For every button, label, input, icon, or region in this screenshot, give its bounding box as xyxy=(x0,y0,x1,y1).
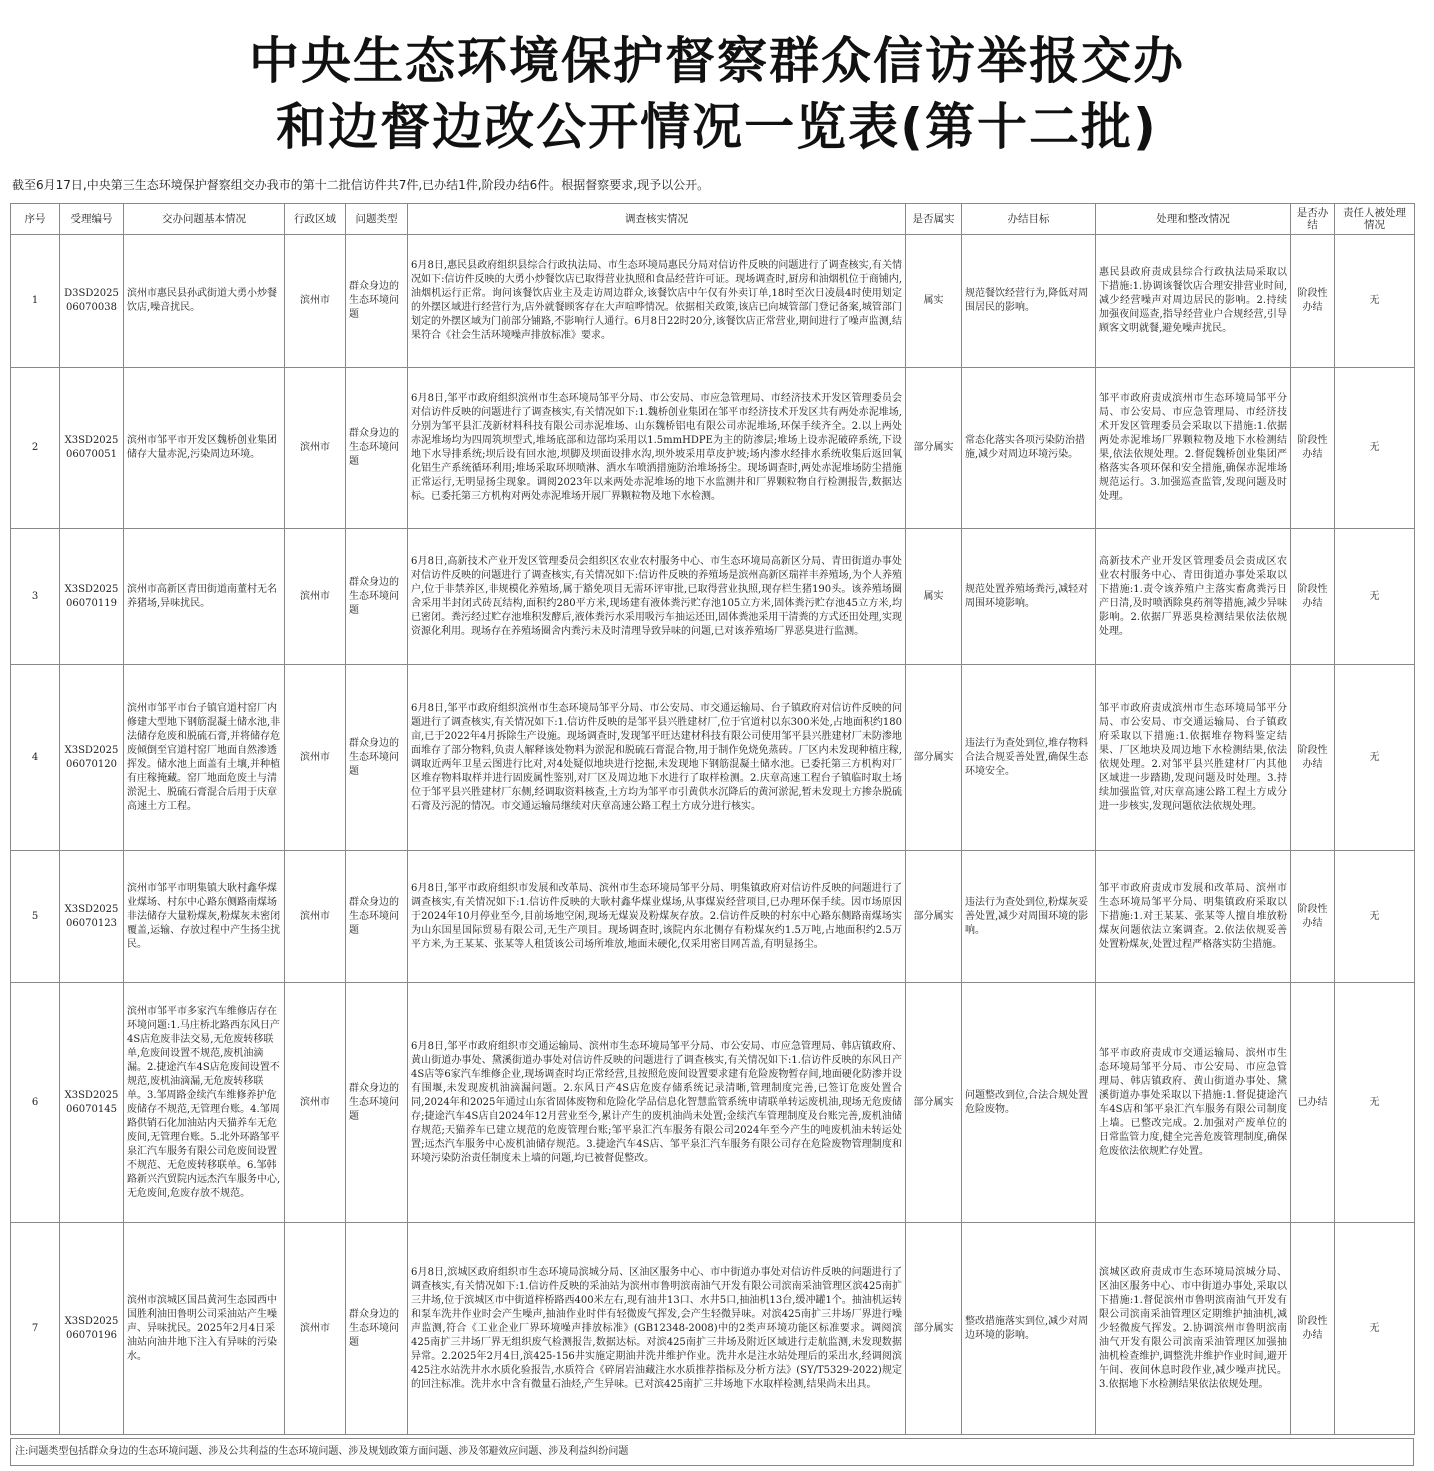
row-person: 无 xyxy=(1335,368,1415,529)
row-basic: 滨州市滨城区国昌黄河生态园西中国胜利油田鲁明公司采油站产生噪声、异味扰民。2025年2月4日采油站向油井地下注入有异味的污染水。 xyxy=(124,1223,285,1435)
row-person: 无 xyxy=(1335,851,1415,983)
table-row xyxy=(11,851,1415,983)
page-title-line1: 中央生态环境保护督察群众信访举报交办 xyxy=(249,32,1185,90)
row-goal: 规范餐饮经营行为,降低对周围居民的影响。 xyxy=(962,235,1096,368)
row-investigation: 6月8日,邹平市政府组织市发展和改革局、滨州市生态环境局邹平分局、明集镇政府对信访件反映的问题进行了调查核实,有关情况如下:1.信访件反映的大耿村鑫华煤业煤场,从事煤炭经营项目,已办理环保手续。因市场原因于2024年10月停业至今,目前场地空闲,现场无煤炭及粉煤灰存放。2.信访件反映的村东中心路东侧路南煤场实为山东国星国际贸易有限公司,无生产项目。现场调查时,该院内东北侧存有粉煤灰约1.5万吨,占地面积约2.5万平方米,为王某某、张某等人租赁该公司场所堆放,地面未硬化,仅采用密目网苫盖,有明显扬尘。 xyxy=(408,851,906,983)
row-true-status: 部分属实 xyxy=(906,368,962,529)
header-region: 行政区域 xyxy=(285,204,346,235)
row-basic: 滨州市邹平市多家汽车维修店存在环境问题:1.马庄桥北路西东风日产4S店危废非法交易,无危废转移联单,危废间设置不规范,废机油滴漏。2.捷途汽车4S店危废间设置不规范,废机油滴漏,无危废转移联单。3.邹周路金续汽车维修养护危废储存不规范,无管理台账。4.邹周路供销石化加油站内天猫养车无危废间,无管理台账。5.北外环路邹平泉汇汽车服务有限公司危废间设置不规范、无危废转移联单。6.邹韩路新兴汽贸院内远杰汽车服务中心,无危废间,危废存放不规范。 xyxy=(124,983,285,1223)
row-investigation: 6月8日,滨城区政府组织市生态环境局滨城分局、区油区服务中心、市中街道办事处对信访件反映的问题进行了调查核实,有关情况如下:1.信访件反映的采油站为滨州市鲁明滨南油气开发有限公司滨南采油管理区滨425南扩三井场,位于滨城区市中街道梓桥路西400米左右,现有油井13口、水井5口,抽油机13台,缓冲罐1个。抽油机运转和泵车洗井作业时会产生噪声,抽油作业时伴有轻微废气挥发,会产生轻微异味。对滨425南扩三井场厂界进行噪声监测,符合《工业企业厂界环境噪声排放标准》(GB12348-2008)中的2类声环境功能区标准要求。调阅滨425南扩三井场厂界无组织废气检测报告,数据达标。对滨425南扩三井场及附近区域进行走航监测,未发现数据异常。2.2025年2月4日,滨425-156井实施定期油井洗井维护作业。洗井水是注水站处理后的采出水,经调阅滨425注水站洗井水水质化验报告,水质符合《碎屑岩油藏注水水质推荐指标及分析方法》(SY/T5329-2022)规定的回注标准。洗井水中含有微量石油烃,产生异味。已对滨425南扩三井场地下水取样检测,结果尚未出具。 xyxy=(408,1223,906,1435)
row-true-status: 部分属实 xyxy=(906,665,962,851)
row-done: 阶段性办结 xyxy=(1291,1223,1335,1435)
table-row xyxy=(11,665,1415,851)
row-investigation: 6月8日,邹平市政府组织滨州市生态环境局邹平分局、市公安局、市应急管理局、市经济技术开发区管理委员会对信访件反映的问题进行了调查核实,有关情况如下:1.魏桥创业集团在邹平市经济技术开发区共有两处赤泥堆场,分别为邹平县汇茂新材料科技有限公司赤泥堆场、山东魏桥铝电有限公司赤泥堆场,环保手续齐全。2.以上两处赤泥堆场均为四周筑坝型式,堆场底部和边部均采用以1.5mmHDPE为主的防渗层;堆场上设赤泥破碎系统,下设地下水导排系统;坝后设有回水池,坝脚及坝面设排水沟,坝外坡采用草皮护坡;场内渗水经排水系统收集后返回氧化铝生产系统循环利用;堆场采取环坝喷淋、洒水车喷洒措施防治堆场扬尘。现场调查时,两处赤泥堆场防尘措施正常运行,无明显扬尘现象。调阅2023年以来两处赤泥堆场的地下水监测井和厂界颗粒物自行检测报告,数据达标。已委托第三方机构对两处赤泥堆场开展厂界颗粒物及地下水检测。 xyxy=(408,368,906,529)
row-person: 无 xyxy=(1335,529,1415,665)
row-person: 无 xyxy=(1335,235,1415,368)
table-row xyxy=(11,235,1415,368)
row-no: 1 xyxy=(11,235,60,368)
row-goal: 规范处置养殖场粪污,减轻对周围环境影响。 xyxy=(962,529,1096,665)
row-region: 滨州市 xyxy=(285,851,346,983)
row-basic: 滨州市邹平市开发区魏桥创业集团储存大量赤泥,污染周边环境。 xyxy=(124,368,285,529)
table-header-row xyxy=(11,204,1415,235)
row-person: 无 xyxy=(1335,983,1415,1223)
row-region: 滨州市 xyxy=(285,235,346,368)
row-done: 阶段性办结 xyxy=(1291,368,1335,529)
header-done: 是否办结 xyxy=(1291,204,1335,235)
row-code: D3SD2025 06070038 xyxy=(60,235,124,368)
footnote: 注:问题类型包括群众身边的生态环境问题、涉及公共利益的生态环境问题、涉及规划政策方面问题、涉及邻避效应问题、涉及利益纠纷问题 xyxy=(10,1438,1414,1466)
table-row xyxy=(11,983,1415,1223)
row-goal: 整改措施落实到位,减少对周边环境的影响。 xyxy=(962,1223,1096,1435)
row-type: 群众身边的生态环境问题 xyxy=(346,983,408,1223)
row-basic: 滨州市邹平市明集镇大耿村鑫华煤业煤场、村东中心路东侧路南煤场非法储存大量粉煤灰,粉煤灰未密闭覆盖,运输、存放过程中产生扬尘扰民。 xyxy=(124,851,285,983)
row-true-status: 部分属实 xyxy=(906,851,962,983)
row-done: 阶段性办结 xyxy=(1291,851,1335,983)
row-region: 滨州市 xyxy=(285,529,346,665)
row-no: 5 xyxy=(11,851,60,983)
row-no: 2 xyxy=(11,368,60,529)
row-handling: 惠民县政府责成县综合行政执法局采取以下措施:1.协调该餐饮店合理安排营业时间,减少经营噪声对周边居民的影响。2.持续加强夜间巡查,指导经营业户合规经营,引导顾客文明就餐,避免噪声扰民。 xyxy=(1096,235,1291,368)
row-goal: 违法行为查处到位,粉煤灰妥善处置,减少对周围环境的影响。 xyxy=(962,851,1096,983)
row-person: 无 xyxy=(1335,1223,1415,1435)
row-code: X3SD2025 06070145 xyxy=(60,983,124,1223)
page-title-line2: 和边督边改公开情况一览表(第十二批) xyxy=(276,98,1158,156)
header-goal: 办结目标 xyxy=(962,204,1096,235)
header-handling: 处理和整改情况 xyxy=(1096,204,1291,235)
row-investigation: 6月8日,高新技术产业开发区管理委员会组织区农业农村服务中心、市生态环境局高新区分局、青田街道办事处对信访件反映的问题进行了调查核实,有关情况如下:信访件反映的养殖场是滨州高新区瑞祥丰养殖场,为个人养殖户,位于非禁养区,非规模化养殖场,属于豁免项目无需环评审批,已取得营业执照,现存栏生猪190头。该养殖场圈舍采用半封闭式砖瓦结构,面积约280平方米,现场建有液体粪污贮存池105立方米,固体粪污贮存池45立方米,均已密闭。粪污经过贮存池堆积发酵后,液体粪污水采用吸污车抽运还田,固体粪池采用干清粪的方式还田处理,实现资源化利用。现场存在养殖场圈舍内粪污未及时清理导致异味的问题,已对该养殖场厂界恶臭进行监测。 xyxy=(408,529,906,665)
row-done: 阶段性办结 xyxy=(1291,529,1335,665)
header-code: 受理编号 xyxy=(60,204,124,235)
row-no: 7 xyxy=(11,1223,60,1435)
row-region: 滨州市 xyxy=(285,368,346,529)
row-type: 群众身边的生态环境问题 xyxy=(346,235,408,368)
row-true-status: 部分属实 xyxy=(906,1223,962,1435)
row-type: 群众身边的生态环境问题 xyxy=(346,529,408,665)
row-region: 滨州市 xyxy=(285,1223,346,1435)
row-type: 群众身边的生态环境问题 xyxy=(346,665,408,851)
row-no: 4 xyxy=(11,665,60,851)
row-basic: 滨州市惠民县孙武街道大勇小炒餐饮店,噪音扰民。 xyxy=(124,235,285,368)
row-handling: 高新技术产业开发区管理委员会责成区农业农村服务中心、青田街道办事处采取以下措施:1.责令该养殖户主落实畜禽粪污日产日清,及时喷洒除臭药剂等措施,减少异味影响。2.依据厂界恶臭检测结果依法依规处理。 xyxy=(1096,529,1291,665)
header-true-status: 是否属实 xyxy=(906,204,962,235)
row-true-status: 属实 xyxy=(906,235,962,368)
table-row xyxy=(11,1223,1415,1435)
row-code: X3SD2025 06070123 xyxy=(60,851,124,983)
row-basic: 滨州市高新区青田街道南董村无名养猪场,异味扰民。 xyxy=(124,529,285,665)
row-region: 滨州市 xyxy=(285,665,346,851)
header-person: 责任人被处理情况 xyxy=(1335,204,1415,235)
row-handling: 邹平市政府责成滨州市生态环境局邹平分局、市公安局、市应急管理局、市经济技术开发区管理委员会采取以下措施:1.依据两处赤泥堆场厂界颗粒物及地下水检测结果,依法依规处理。2.督促魏桥创业集团严格落实各项环保和安全措施,确保赤泥堆场规范运行。3.加强巡查监管,发现问题及时处理。 xyxy=(1096,368,1291,529)
row-investigation: 6月8日,邹平市政府组织滨州市生态环境局邹平分局、市公安局、市交通运输局、台子镇政府对信访件反映的问题进行了调查核实,有关情况如下:1.信访件反映的是邹平县兴胜建材厂,位于官道村以东300米处,占地面积约180亩,已于2022年4月拆除生产设施。现场调查时,发现邹平旺达建材科技有限公司使用邹平县兴胜建材厂未防渗地面堆存了部分物料,负责人解释该处物料为淤泥和脱硫石膏混合物,用于制作免烧免蒸砖。厂区内未发现种植庄稼,调取近两年卫星云图进行比对,对4处疑似地块进行挖掘,未发现地下钢筋混凝土储水池。已委托第三方机构对厂区堆存物料取样并进行固废属性鉴别,对厂区及周边地下水进行了取样检测。2.庆章高速工程台子镇临时取土场位于邹平县兴胜建材厂东侧,经调取资料核查,土方均为邹平市引黄供水沉降后的黄河淤泥,暂未发现土方掺杂脱硫石膏及污泥的情况。市交通运输局继续对庆章高速公路工程土方成分进行核实。 xyxy=(408,665,906,851)
intro-text: 截至6月17日,中央第三生态环境保护督察组交办我市的第十二批信访件共7件,已办结1件,阶段办结6件。根据督察要求,现予以公开。 xyxy=(12,178,710,192)
row-person: 无 xyxy=(1335,665,1415,851)
row-handling: 邹平市政府责成滨州市生态环境局邹平分局、市公安局、市交通运输局、台子镇政府采取以下措施:1.依据堆存物料鉴定结果、厂区地块及周边地下水检测结果,依法依规处理。2.对邹平县兴胜建材厂内其他区域进一步踏勘,发现问题及时处理。3.持续加强监管,对庆章高速公路工程土方成分进一步核实,发现问题依法依规处理。 xyxy=(1096,665,1291,851)
row-done: 阶段性办结 xyxy=(1291,665,1335,851)
row-handling: 滨城区政府责成市生态环境局滨城分局、区油区服务中心、市中街道办事处,采取以下措施:1.督促滨州市鲁明滨南油气开发有限公司滨南采油管理区定期维护抽油机,减少轻微废气挥发。2.协调滨州市鲁明滨南油气开发有限公司滨南采油管理区加强抽油机检查维护,调整洗井维护作业时间,避开午间、夜间休息时段作业,减少噪声扰民。3.依据地下水检测结果依法依规处理。 xyxy=(1096,1223,1291,1435)
row-type: 群众身边的生态环境问题 xyxy=(346,851,408,983)
row-done: 已办结 xyxy=(1291,983,1335,1223)
row-no: 3 xyxy=(11,529,60,665)
row-code: X3SD2025 06070196 xyxy=(60,1223,124,1435)
row-investigation: 6月8日,惠民县政府组织县综合行政执法局、市生态环境局惠民分局对信访件反映的问题进行了调查核实,有关情况如下:信访件反映的大勇小炒餐饮店已取得营业执照和食品经营许可证。现场调查时,厨房和油烟机位于商铺内,油烟机运行正常。询问该餐饮店业主及走访周边群众,该餐饮店中午仅有外卖订单,18时至次日凌晨4时使用划定的外摆区域进行经营行为,店外就餐顾客存在大声喧哗情况。依据相关政策,该店已向城管部门登记备案,城管部门划定的外摆区域为门前部分铺路,不影响行人通行。6月8日22时20分,该餐饮店正常营业,期间进行了噪声监测,结果符合《社会生活环境噪声排放标准》要求。 xyxy=(408,235,906,368)
row-code: X3SD2025 06070120 xyxy=(60,665,124,851)
row-goal: 常态化落实各项污染防治措施,减少对周边环境污染。 xyxy=(962,368,1096,529)
row-code: X3SD2025 06070119 xyxy=(60,529,124,665)
row-type: 群众身边的生态环境问题 xyxy=(346,368,408,529)
row-type: 群众身边的生态环境问题 xyxy=(346,1223,408,1435)
header-type: 问题类型 xyxy=(346,204,408,235)
row-handling: 邹平市政府责成市交通运输局、滨州市生态环境局邹平分局、市公安局、市应急管理局、韩店镇政府、黄山街道办事处、黛溪街道办事处采取以下措施:1.督促捷途汽车4S店和邹平泉汇汽车服务有限公司制度上墙。已整改完成。2.加强对产废单位的日常监管力度,健全完善危废管理制度,确保危废依法依规贮存处置。 xyxy=(1096,983,1291,1223)
row-no: 6 xyxy=(11,983,60,1223)
row-investigation: 6月8日,邹平市政府组织市交通运输局、滨州市生态环境局邹平分局、市公安局、市应急管理局、韩店镇政府、黄山街道办事处、黛溪街道办事处对信访件反映的问题进行了调查核实,有关情况如下:1.信访件反映的东风日产4S店等6家汽车维修企业,现场调查时均正常经营,且按照危废间设置要求建有危险废物暂存间,地面硬化防渗并设有围堰,未发现废机油滴漏问题。2.东风日产4S店危废存储系统记录清晰,管理制度完善,已签订危废处置合同,2024年和2025年通过山东省固体废物和危险化学品信息化智慧监管系统申请联单转运废机油,现场无危废储存;捷途汽车4S店自2024年12月营业至今,累计产生的废机油尚未处置;金续汽车管理制度及台账完善,废机油储存规范;天猫养车已建立规范的危废管理台账;邹平泉汇汽车服务有限公司2024年至今产生的吨废机油未转运处置;远杰汽车服务中心废机油储存规范。3.捷途汽车4S店、邹平泉汇汽车服务有限公司存在危险废物管理制度和环境污染防治责任制度未上墙的问题,均已被督促整改。 xyxy=(408,983,906,1223)
row-region: 滨州市 xyxy=(285,983,346,1223)
table-row xyxy=(11,368,1415,529)
row-goal: 问题整改到位,合法合规处置危险废物。 xyxy=(962,983,1096,1223)
petition-table xyxy=(10,203,1415,1435)
row-handling: 邹平市政府责成市发展和改革局、滨州市生态环境局邹平分局、明集镇政府采取以下措施:1.对王某某、张某等人擅自堆放粉煤灰问题依法立案调查。2.依法依规妥善处置粉煤灰,处置过程严格落实防尘措施。 xyxy=(1096,851,1291,983)
header-investigation: 调查核实情况 xyxy=(408,204,906,235)
table-row xyxy=(11,529,1415,665)
header-basic: 交办问题基本情况 xyxy=(124,204,285,235)
row-code: X3SD2025 06070051 xyxy=(60,368,124,529)
row-basic: 滨州市邹平市台子镇官道村窑厂内修建大型地下钢筋混凝土储水池,非法储存危废和脱硫石膏,并将储存危废倾倒至官道村窑厂地面自然渗透挥发。储水池上面盖有土壤,并种植有庄稼掩藏。窑厂地面危废土与清淤泥土、脱硫石膏混合后用于庆章高速土方工程。 xyxy=(124,665,285,851)
row-true-status: 属实 xyxy=(906,529,962,665)
header-no: 序号 xyxy=(11,204,60,235)
row-done: 阶段性办结 xyxy=(1291,235,1335,368)
row-true-status: 部分属实 xyxy=(906,983,962,1223)
row-goal: 违法行为查处到位,堆存物料合法合规妥善处置,确保生态环境安全。 xyxy=(962,665,1096,851)
